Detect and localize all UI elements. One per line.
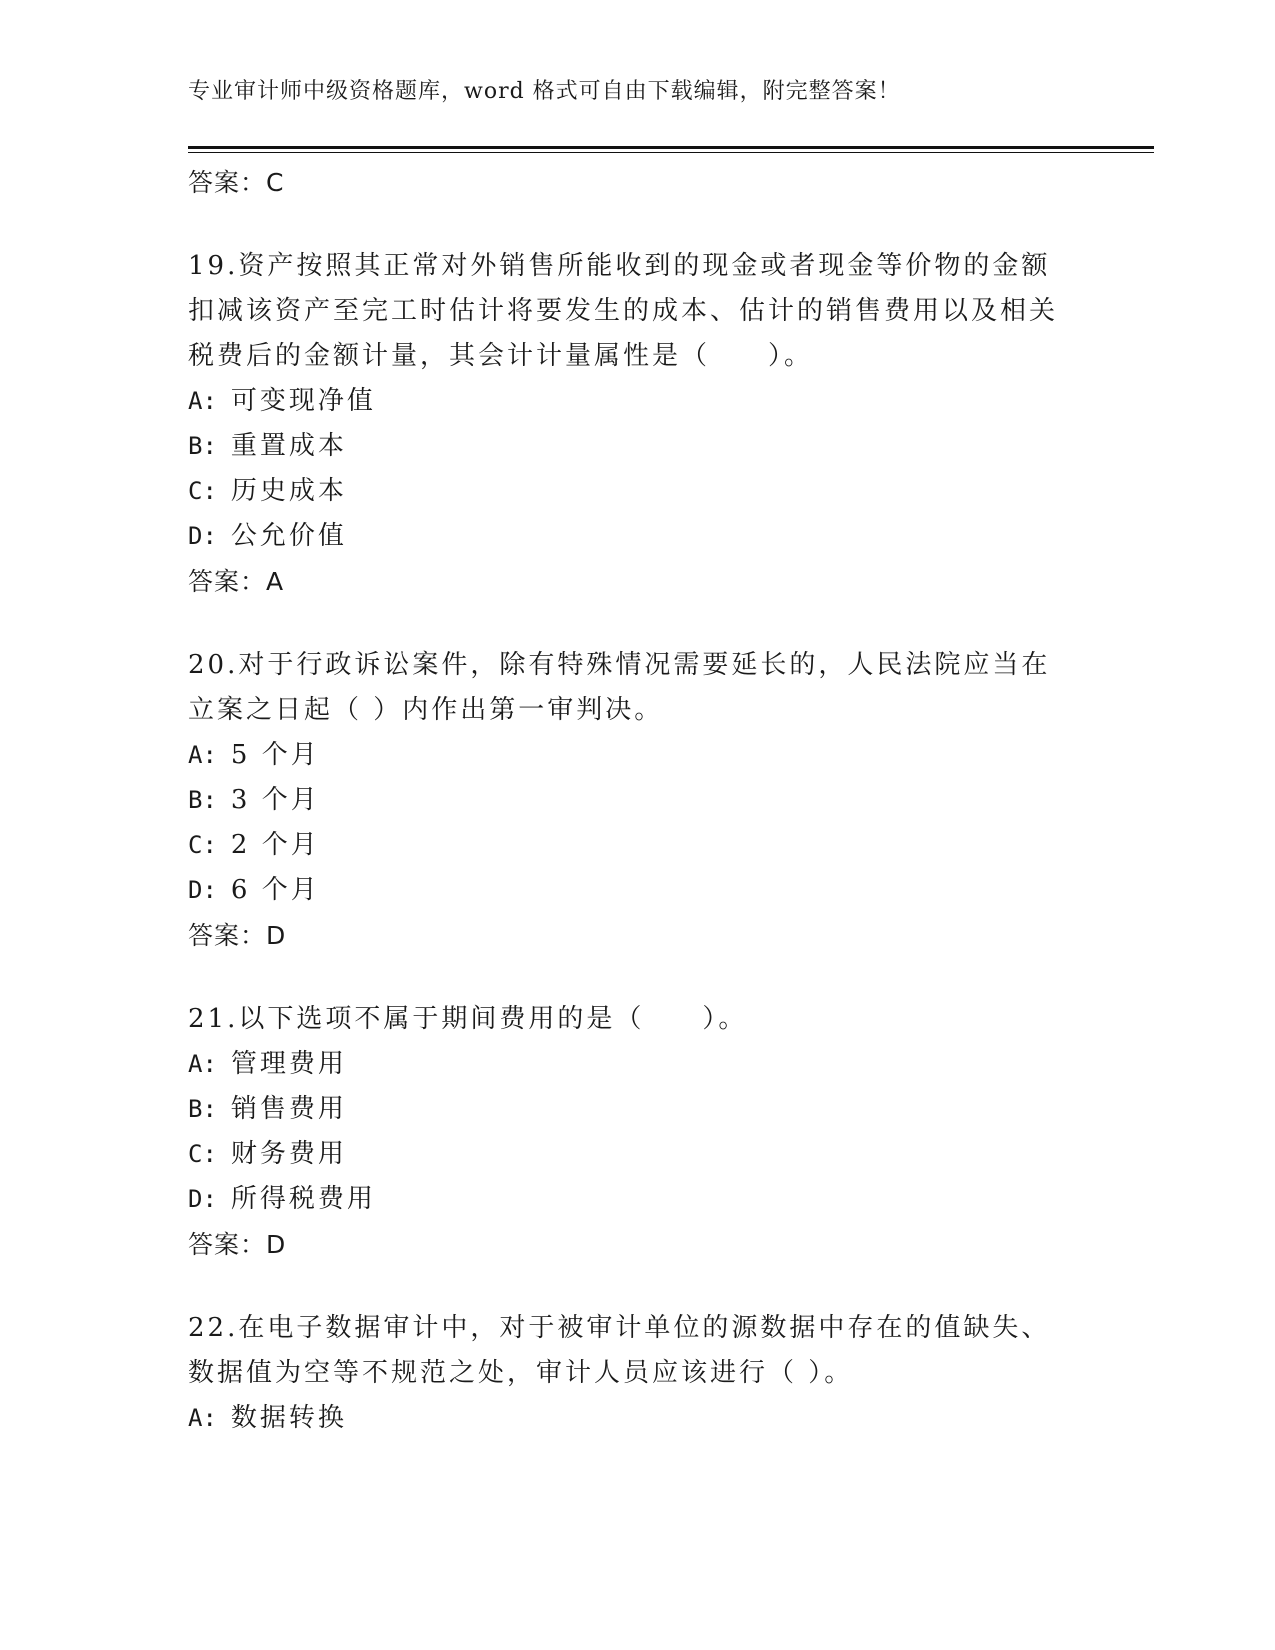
option-c [188, 823, 1078, 868]
question-22 [188, 1306, 1078, 1441]
option-text: 历史成本 [230, 476, 347, 506]
answer-value: D [266, 1230, 287, 1259]
option-text: 可变现净值 [230, 386, 376, 416]
option-letter: B: [188, 1095, 217, 1123]
option-letter: D: [188, 1185, 217, 1213]
option-d [188, 514, 1078, 559]
option-text: 3 个月 [230, 785, 320, 815]
option-letter: D: [188, 876, 217, 904]
question-stem: 22.在电子数据审计中，对于被审计单位的源数据中存在的值缺失、数据值为空等不规范之处，审计人员应该进行（ ）。 [188, 1313, 1051, 1388]
option-text: 所得税费用 [230, 1184, 376, 1214]
header-rule-thick [188, 146, 1154, 149]
option-letter: B: [188, 432, 217, 460]
option-d [188, 868, 1078, 913]
question-stem: 19.资产按照其正常对外销售所能收到的现金或者现金等价物的金额扣减该资产至完工时估计将要发生的成本、估计的销售费用以及相关税费后的金额计量，其会计计量属性是（ ）。 [188, 251, 1059, 371]
option-letter: B: [188, 786, 217, 814]
option-letter: A: [188, 1404, 217, 1432]
answer-label: 答案： [188, 168, 267, 197]
answer-line [188, 160, 1078, 206]
option-letter: A: [188, 1050, 217, 1078]
option-letter: C: [188, 1140, 217, 1168]
option-letter: C: [188, 477, 217, 505]
option-b [188, 424, 1078, 469]
answer-line [188, 559, 1078, 605]
question-stem: 20.对于行政诉讼案件，除有特殊情况需要延长的，人民法院应当在立案之日起（ ）内作出第一审判决。 [188, 650, 1051, 725]
option-c [188, 1132, 1078, 1177]
option-text: 数据转换 [230, 1403, 347, 1433]
option-text: 5 个月 [230, 740, 320, 770]
option-text: 6 个月 [230, 875, 320, 905]
question-content [188, 160, 1078, 1441]
option-a [188, 1042, 1078, 1087]
answer-value: A [266, 567, 285, 596]
option-letter: A: [188, 741, 217, 769]
option-text: 公允价值 [230, 521, 347, 551]
option-a [188, 1396, 1078, 1441]
answer-line [188, 913, 1078, 959]
option-b [188, 778, 1078, 823]
answer-label: 答案： [188, 567, 267, 596]
option-text: 销售费用 [230, 1094, 347, 1124]
option-text: 2 个月 [230, 830, 320, 860]
option-a [188, 733, 1078, 778]
answer-label: 答案： [188, 921, 267, 950]
option-text: 财务费用 [230, 1139, 347, 1169]
header-note: 专业审计师中级资格题库，word 格式可自由下载编辑，附完整答案！ [188, 79, 901, 104]
option-letter: D: [188, 522, 217, 550]
option-d [188, 1177, 1078, 1222]
option-text: 管理费用 [230, 1049, 347, 1079]
answer-line [188, 1222, 1078, 1268]
question-20 [188, 643, 1078, 959]
question-stem: 21.以下选项不属于期间费用的是（ ）。 [188, 1004, 748, 1034]
option-b [188, 1087, 1078, 1132]
answer-label: 答案： [188, 1230, 267, 1259]
option-a [188, 379, 1078, 424]
option-letter: A: [188, 387, 217, 415]
answer-value: C [266, 168, 285, 197]
question-19 [188, 244, 1078, 605]
question-21 [188, 997, 1078, 1268]
answer-value: D [266, 921, 287, 950]
header-rule-thin [188, 152, 1154, 153]
option-letter: C: [188, 831, 217, 859]
option-text: 重置成本 [230, 431, 347, 461]
option-c [188, 469, 1078, 514]
